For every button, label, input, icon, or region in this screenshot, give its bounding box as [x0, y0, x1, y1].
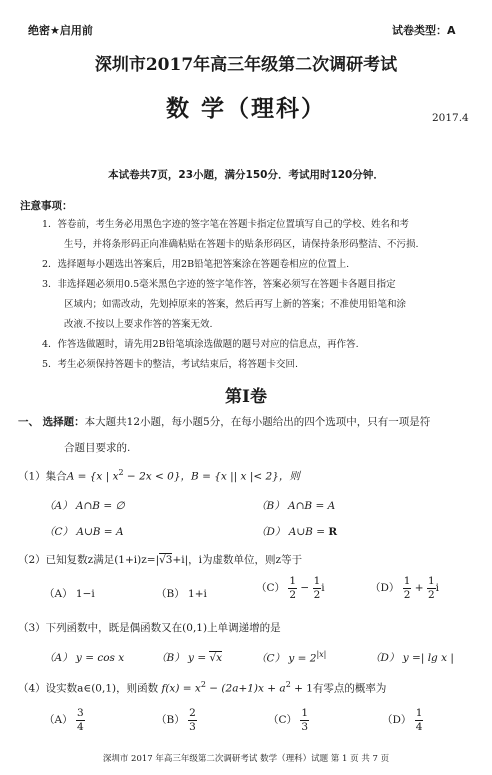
fraction-denominator: 4 — [76, 720, 84, 733]
q1-option-a: （A） A∩B = ∅ — [44, 500, 125, 512]
section-title: 第Ⅰ卷 — [225, 387, 267, 407]
q4-stem-prefix: （4）设实数a∈(0,1)，则函数 — [18, 682, 159, 695]
question-1-stem — [18, 468, 300, 484]
q2-option-c-operator: − — [300, 582, 310, 594]
q4-option-c-label: （C） — [268, 714, 298, 726]
exam-summary: 本试卷共7页，23小题，满分150分．考试用时120分钟． — [108, 169, 384, 181]
fraction-denominator: 3 — [301, 720, 309, 733]
fraction-denominator: 2 — [289, 588, 297, 601]
fraction-denominator: 2 — [403, 588, 411, 601]
q1-set-b: B — [191, 470, 199, 483]
fraction-numerator: 1 — [313, 575, 321, 587]
q4-exponent: 2 — [200, 680, 206, 689]
note-item: 区域内；如需改动，先划掉原来的答案，然后再写上新的答案；不准使用铅笔和涂 — [64, 299, 407, 310]
q3-option-b-sqrt: √x — [209, 652, 223, 664]
q2-option-c-label: （C） — [256, 582, 286, 594]
q4-option-a — [44, 708, 85, 732]
q1-set-b-def: = {x || x |< 2}，则 — [198, 470, 300, 483]
q3-option-b — [156, 650, 222, 665]
q2-stem-prefix: （2）已知复数z满足(1+i)z=| — [18, 554, 160, 566]
q4-option-b-label: （B） — [156, 714, 185, 726]
q2-option-a: （A） 1−i — [44, 588, 95, 600]
section-intro-label: 一、 选择题： — [18, 416, 85, 428]
note-item: 1．答卷前，考生务必用黑色字迹的签字笔在答题卡指定位置填写自己的学校、姓名和考 — [42, 219, 410, 230]
q2-option-d-label: （D） — [370, 582, 400, 594]
q3-option-d: （D） y =| lg x | — [370, 652, 454, 664]
note-item: 生号，并将条形码正向准确粘贴在答题卡的贴条形码区，请保持条形码整洁、不污损. — [64, 239, 419, 250]
note-item: 5．考生必须保持答题卡的整洁，考试结束后，将答题卡交回. — [42, 359, 299, 370]
question-2-stem — [18, 552, 302, 567]
fraction-numerator: 1 — [301, 707, 309, 719]
q1-option-d-text: （D） A∪B = — [256, 526, 329, 538]
q4-function: f(x) = x — [158, 682, 201, 695]
page-footer: 深圳市 2017 年高三年级第二次调研考试 数学（理科）试题 第 1 页 共 7 页 — [102, 754, 390, 764]
q2-option-c — [256, 576, 325, 600]
question-4-stem — [18, 680, 386, 696]
fraction-numerator: 1 — [403, 575, 411, 587]
q4-stem-suffix: + 1有零点的概率为 — [290, 682, 387, 695]
exam-date: 2017.4 — [432, 112, 469, 124]
q3-option-c — [256, 650, 326, 666]
fraction-numerator: 1 — [289, 575, 297, 587]
q1-option-d — [256, 524, 337, 539]
q4-option-a-label: （A） — [44, 714, 73, 726]
q1-stem-prefix: （1）集合 — [18, 470, 67, 483]
note-item: 4．作答选做题时，请先用2B铅笔填涂选做题的题号对应的信息点，再作答. — [42, 339, 359, 350]
q1-option-c: （C） A∪B = A — [44, 526, 124, 538]
q2-option-d-imag: i — [435, 582, 439, 594]
q2-option-c-imag: i — [321, 582, 325, 594]
section-intro-cont: 合题目要求的. — [64, 442, 131, 454]
confidential-label: 绝密★启用前 — [28, 24, 93, 37]
q2-option-d-operator: + — [414, 582, 424, 594]
notes-heading: 注意事项： — [20, 200, 73, 212]
subject-title: 数 学（理科） — [165, 96, 326, 122]
q1-option-b: （B） A∩B = A — [256, 500, 336, 512]
q3-option-b-label: （B） y = — [156, 652, 210, 664]
q2-sqrt: √3 — [159, 554, 173, 566]
q1-option-d-real: R — [328, 526, 338, 538]
q3-option-c-label: （C） y = 2 — [256, 652, 317, 665]
fraction-denominator: 2 — [427, 588, 435, 601]
fraction-denominator: 2 — [313, 588, 321, 601]
fraction-denominator: 3 — [189, 720, 196, 733]
q4-function-mid: − (2a+1)x + a — [205, 682, 286, 695]
q2-option-d — [370, 576, 439, 600]
q4-option-d-label: （D） — [382, 714, 412, 726]
section-intro-text: 本大题共12小题，每小题5分，在每小题给出的四个选项中，只有一项是符 — [84, 416, 431, 428]
note-item: 3．非选择题必须用0.5毫米黑色字迹的签字笔作答，答案必须写在答题卡各题目指定 — [42, 279, 396, 290]
fraction-numerator: 2 — [189, 707, 196, 719]
q1-set-a: A — [66, 470, 75, 483]
q1-set-a-def: = {x | x — [74, 470, 119, 483]
q1-set-a-def-end: − 2x < 0}， — [123, 470, 192, 483]
fraction-numerator: 3 — [76, 707, 84, 719]
exam-title: 深圳市2017年高三年级第二次调研考试 — [94, 55, 398, 75]
exam-type-label: 试卷类型：A — [392, 24, 456, 37]
q3-option-c-exponent: |x| — [316, 650, 327, 659]
fraction-numerator: 1 — [415, 707, 423, 719]
q2-option-b: （B） 1+i — [156, 588, 207, 600]
q3-option-a: （A） y = cos x — [44, 652, 125, 664]
q1-exponent: 2 — [118, 468, 124, 477]
q4-option-d — [382, 708, 423, 732]
fraction-denominator: 4 — [415, 720, 423, 733]
fraction-numerator: 1 — [427, 575, 435, 587]
note-item: 2．选择题每小题选出答案后，用2B铅笔把答案涂在答题卷相应的位置上. — [42, 259, 350, 270]
section-intro — [18, 414, 430, 429]
question-3-stem: （3）下列函数中，既是偶函数又在(0,1)上单调递增的是 — [18, 622, 281, 634]
q4-option-c — [268, 708, 309, 732]
q4-exponent: 2 — [285, 680, 291, 689]
q4-option-b — [156, 708, 197, 732]
note-item: 改液.不按以上要求作答的答案无效. — [64, 319, 213, 330]
q2-stem-suffix: +i|，i为虚数单位，则z等于 — [172, 554, 303, 566]
